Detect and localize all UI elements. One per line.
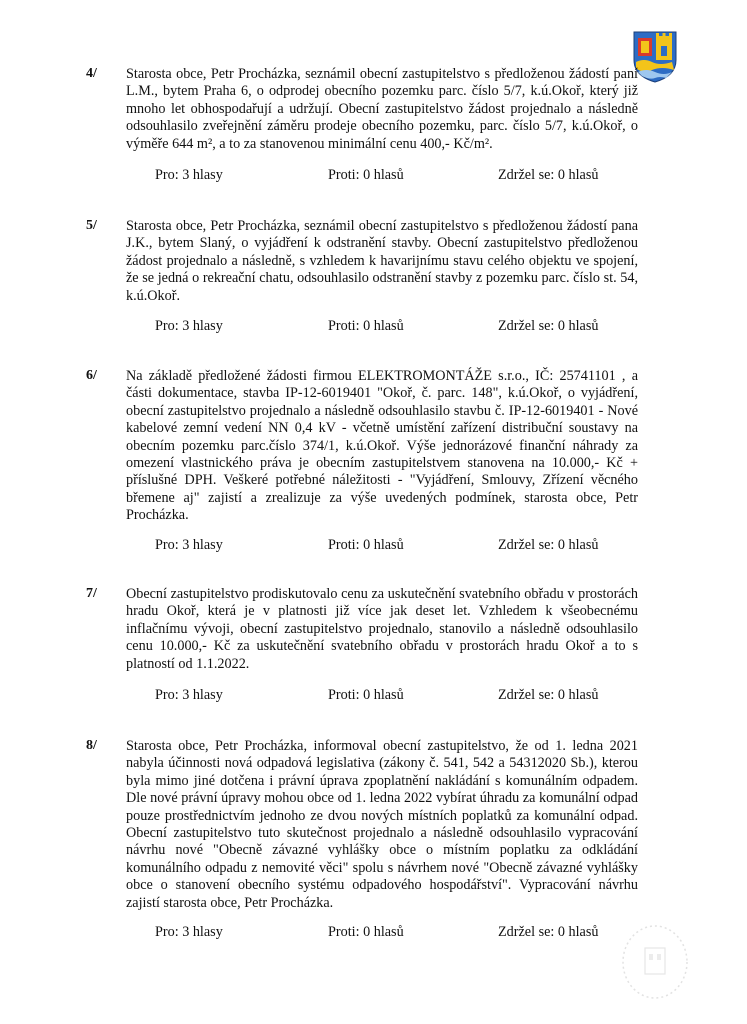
votes-against: Proti: 0 hlasů bbox=[328, 537, 404, 553]
item-text: Starosta obce, Petr Procházka, seznámil obecní zastupitelstvo s předloženou žádostí pana J.K., bytem Slaný, o vyjádření k odstranění stavby. Obecní zastupitelstvo předloženou žádost projednalo a následně, s vzhledem k havarijnímu stavu celého objektu ve spojení, že se jedná o rekreační chatu, odsouhlasilo odstranění stavby z pozemku parc. číslo st. 54, k.ú.Okoř. bbox=[126, 218, 638, 304]
votes-abstain: Zdržel se: 0 hlasů bbox=[498, 687, 599, 703]
votes-against: Proti: 0 hlasů bbox=[328, 167, 404, 183]
votes-for: Pro: 3 hlasy bbox=[155, 167, 223, 183]
votes-abstain: Zdržel se: 0 hlasů bbox=[498, 167, 599, 183]
item-text: Obecní zastupitelstvo prodiskutovalo cenu za uskutečnění svatebního obřadu v prostorách hradu Okoř, která je v platnosti již více jak deset let. Vzhledem k všeobecnému inflačnímu vývoji, obecní zastupitelstvo projednalo, stanovilo a následně odsouhlasilo cenu 10.000,- Kč za uskutečnění svatebního obřadu v prostorách hradu Okoř a to s platností od 1.1.2022. bbox=[126, 586, 638, 672]
votes-against: Proti: 0 hlasů bbox=[328, 924, 404, 940]
item-number: 8/ bbox=[86, 738, 97, 753]
votes-for: Pro: 3 hlasy bbox=[155, 537, 223, 553]
votes-against: Proti: 0 hlasů bbox=[328, 687, 404, 703]
votes-against: Proti: 0 hlasů bbox=[328, 318, 404, 334]
votes-abstain: Zdržel se: 0 hlasů bbox=[498, 924, 599, 940]
item-text: Na základě předložené žádosti firmou ELEKTROMONTÁŽE s.r.o., IČ: 25741101 , a části dokumentace, stavba IP-12-6019401 "Okoř, č. parc. 148", k.ú.Okoř, o vyjádření, obecní zastupitelstvo projednalo a následně odsouhlasilo stavbu č. IP-12-6019401 - Nové kabelové zemní vedení NN 0,4 kV - včetně umístění zařízení distribuční soustavy na obecním pozemku parc.číslo 374/1, k.ú.Okoř. Výše jednorázové finanční náhrady za omezení vlastnického práva je obecním zastupitelstvem stanovena na 10.000,- Kč + příslušné DPH. Veškeré potřebné náležitosti - "Vyjádření, Smlouvy, Zřízení věcného břemene aj" zajistí a zrealizuje za výše uvedených podmínek, starosta obce, Petr Procházka. bbox=[126, 368, 638, 524]
item-number: 7/ bbox=[86, 586, 97, 601]
embossed-seal-icon bbox=[620, 920, 690, 1000]
item-number: 6/ bbox=[86, 368, 97, 383]
votes-for: Pro: 3 hlasy bbox=[155, 924, 223, 940]
votes-for: Pro: 3 hlasy bbox=[155, 318, 223, 334]
votes-abstain: Zdržel se: 0 hlasů bbox=[498, 537, 599, 553]
item-text: Starosta obce, Petr Procházka, seznámil obecní zastupitelstvo s předloženou žádostí paní L.M., bytem Praha 6, o odprodej obecního pozemku parc. číslo 5/7, k.ú.Okoř, který již mnoho let obhospodařují a udržují. Obecní zastupitelstvo žádost projednalo a následně odsouhlasilo zveřejnění záměru prodeje obecního pozemku, parc. číslo 5/7, k.ú.Okoř, o výměře 644 m², a to za stanovenou minimální cenu 400,- Kč/m². bbox=[126, 66, 638, 152]
municipal-coat-of-arms-icon bbox=[632, 30, 678, 84]
item-number: 4/ bbox=[86, 66, 97, 81]
item-text: Starosta obce, Petr Procházka, informoval obecní zastupitelstvo, že od 1. ledna 2021 nabyla účinnosti nová odpadová legislativa (zákony č. 541, 542 a 54312020 Sb.), kterou byla mimo jiné dotčena i právní úprava zpoplatnění nakládání s komunálním odpadem. Dle nové právní úpravy mohou obce od 1. ledna 2022 vybírat úhradu za komunální odpad pouze prostřednictvím jednoho ze dvou nových místních poplatků za komunální odpad. Obecní zastupitelstvo tuto skutečnost projednalo a následně odsouhlasilo vypracování návrhu nové "Obecně závazné vyhlášky obce o místním poplatku za odkládání komunálního odpadu z nemovité věci" spolu s návrhem nové "Obecně závazné vyhlášky obce o stanovení obecního systému odpadového hospodářství". Vypracování návrhu zajistí starosta obce, Petr Procházka. bbox=[126, 738, 638, 911]
votes-abstain: Zdržel se: 0 hlasů bbox=[498, 318, 599, 334]
votes-for: Pro: 3 hlasy bbox=[155, 687, 223, 703]
item-number: 5/ bbox=[86, 218, 97, 233]
